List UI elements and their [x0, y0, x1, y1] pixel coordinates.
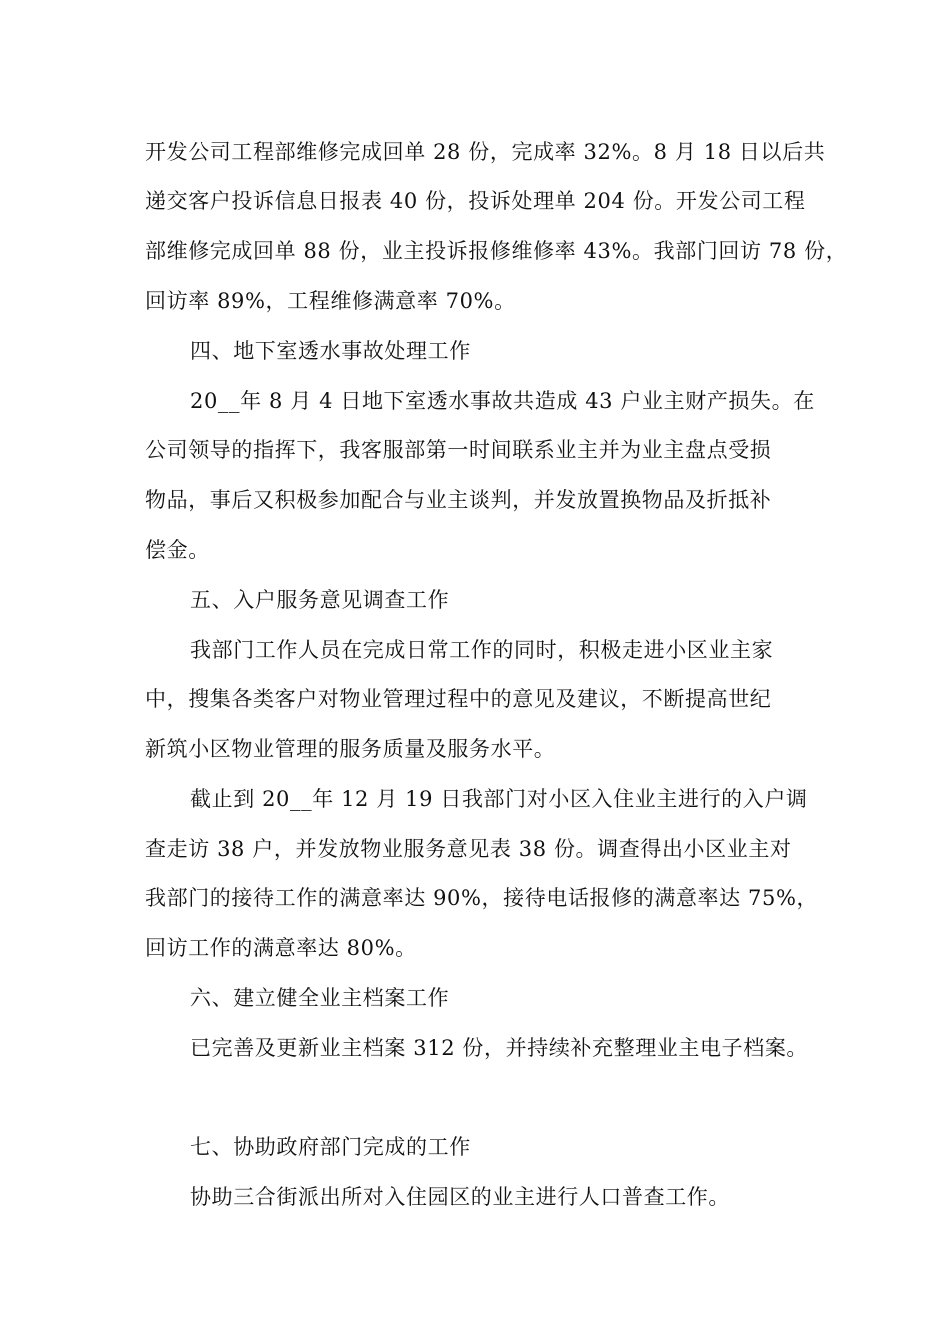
text-line: 截止到 20__年 12 月 19 日我部门对小区入住业主进行的入户调 [190, 787, 808, 811]
text-line: 递交客户投诉信息日报表 40 份，投诉处理单 204 份。开发公司工程 [145, 189, 806, 213]
text-line: 开发公司工程部维修完成回单 28 份，完成率 32%。8 月 18 日以后共 [145, 140, 826, 164]
text-line: 我部门工作人员在完成日常工作的同时，积极走进小区业主家 [190, 638, 774, 662]
paragraph-owner-archives: 已完善及更新业主档案 312 份，并持续补充整理业主电子档案。 [190, 1036, 809, 1060]
text-line: 回访工作的满意率达 80%。 [145, 936, 417, 960]
heading-section-7: 七、协助政府部门完成的工作 [190, 1135, 471, 1159]
text-line: 偿金。 [145, 538, 210, 562]
text-line: 公司领导的指挥下，我客服部第一时间联系业主并为业主盘点受损 [145, 438, 772, 462]
text-line: 我部门的接待工作的满意率达 90%，接待电话报修的满意率达 75%， [145, 886, 819, 910]
text-line: 部维修完成回单 88 份，业主投诉报修维修率 43%。我部门回访 78 份， [145, 239, 848, 263]
text-line: 新筑小区物业管理的服务质量及服务水平。 [145, 737, 556, 761]
heading-section-4: 四、地下室透水事故处理工作 [190, 339, 471, 363]
text-line: 回访率 89%，工程维修满意率 70%。 [145, 289, 516, 313]
heading-section-5: 五、入户服务意见调查工作 [190, 588, 450, 612]
text-line: 物品，事后又积极参加配合与业主谈判，并发放置换物品及折抵补 [145, 488, 772, 512]
heading-section-6: 六、建立健全业主档案工作 [190, 986, 450, 1010]
text-line: 查走访 38 户，并发放物业服务意见表 38 份。调查得出小区业主对 [145, 837, 792, 861]
text-line: 中，搜集各类客户对物业管理过程中的意见及建议，不断提高世纪 [145, 687, 772, 711]
text-line: 20__年 8 月 4 日地下室透水事故共造成 43 户业主财产损失。在 [190, 389, 815, 413]
paragraph-census: 协助三合街派出所对入住园区的业主进行人口普查工作。 [190, 1185, 730, 1209]
